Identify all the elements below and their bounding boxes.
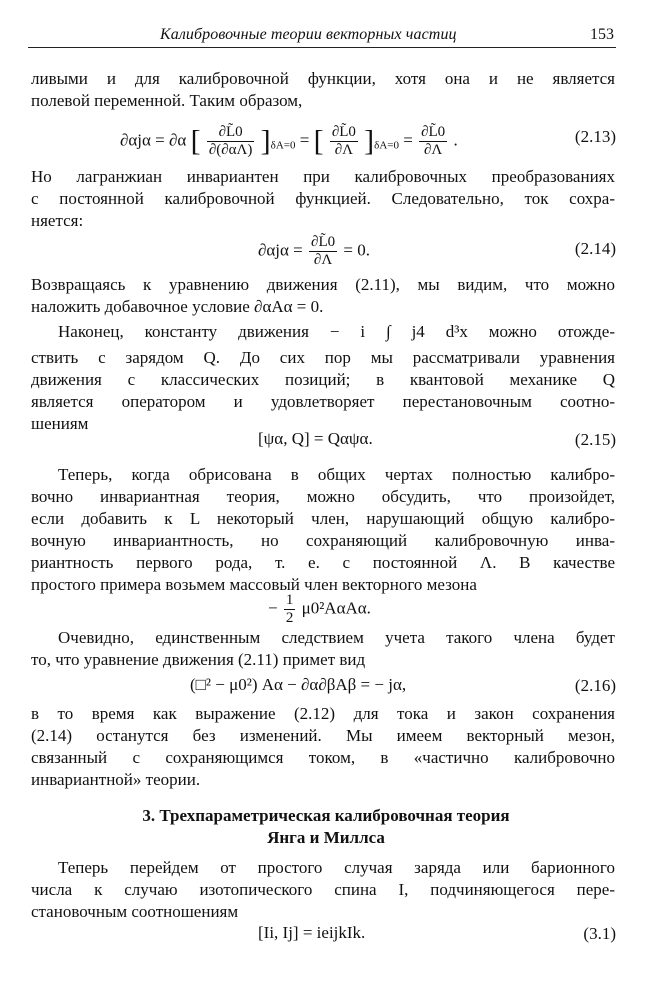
- fraction: [284, 592, 296, 627]
- running-header: [28, 23, 616, 51]
- text-line: в то время как выражение (2.12) для тока и закон сохранения: [31, 704, 615, 723]
- text-line: с постоянной калибровочной функцией. Следовательно, ток сохра-: [31, 189, 615, 208]
- section-heading: Янга и Миллса: [267, 828, 385, 847]
- text-line: Теперь перейдем от простого случая заряда или барионного: [58, 858, 615, 877]
- eq-text: .: [453, 130, 458, 150]
- text-line: вочно инвариантная теория, можно обсудить, что произойдет,: [31, 487, 615, 506]
- eq-subscript: δA=0: [374, 139, 400, 152]
- fraction-denominator: 2: [285, 610, 294, 626]
- eq-text: ∂αjα = ∂α: [120, 130, 187, 150]
- eq-text: =: [403, 130, 413, 150]
- text-line: риантность первого рода, т. е. с постоянной Λ. В качестве: [31, 553, 615, 572]
- equation-number: (2.16): [574, 676, 616, 695]
- equation-2-14: [258, 234, 370, 269]
- text-line: связанный с сохраняющимся током, в «частично калибровочно: [31, 748, 615, 767]
- fraction: [330, 124, 358, 159]
- text-line: является оператором и удовлетворяет перестановочным соотно-: [31, 392, 615, 411]
- equation-2-13: [120, 124, 458, 159]
- eq-text: =: [299, 130, 310, 150]
- text-line: вочную инвариантность, но сохраняющий калибровочную инва-: [31, 531, 615, 550]
- equation-2-15: [ψα, Q] = Qαψα.: [258, 429, 373, 448]
- fraction: [207, 124, 255, 159]
- fraction-denominator: ∂(∂αΛ): [208, 142, 253, 158]
- section-heading: 3. Трехпараметрическая калибровочная теория: [142, 806, 510, 825]
- text-line: наложить добавочное условие ∂αAα = 0.: [31, 297, 324, 316]
- bracket: ]: [260, 124, 271, 158]
- text-line: ствить с зарядом Q. До сих пор мы рассматривали уравнения: [31, 348, 615, 367]
- text-line: полевой переменной. Таким образом,: [31, 91, 303, 110]
- text-line: Но лагранжиан инвариантен при калибровочных преобразованиях: [31, 167, 615, 186]
- fraction-numerator: ∂L̃0: [207, 124, 255, 142]
- text-line: числа к случаю изотопического спина I, подчиняющегося пере-: [31, 880, 615, 899]
- fraction-denominator: ∂Λ: [313, 252, 333, 268]
- text-line: Наконец, константу движения − i ∫ j4 d³x можно отожде-: [58, 322, 615, 341]
- text-line: Теперь, когда обрисована в общих чертах полностью калибро-: [58, 465, 615, 484]
- text-line: (2.14) останутся без изменений. Мы имеем векторный мезон,: [31, 726, 615, 745]
- eq-text: = 0.: [343, 240, 370, 260]
- fraction-numerator: ∂L̃0: [421, 124, 446, 140]
- eq-text: −: [268, 598, 278, 618]
- equation-number: (2.14): [574, 239, 616, 258]
- fraction: [309, 234, 337, 269]
- text-line: если добавить к L некоторый член, нарушающий общую калибро-: [31, 509, 615, 528]
- bracket: [: [313, 124, 324, 158]
- text-line: Очевидно, единственным следствием учета такого члена будет: [58, 628, 615, 647]
- text-line: няется:: [31, 211, 84, 230]
- bracket: ]: [364, 124, 375, 158]
- equation-number: (3.1): [583, 924, 616, 943]
- page-number: 153: [590, 26, 614, 43]
- text-line: ливыми и для калибровочной функции, хотя она и не является: [31, 69, 615, 88]
- eq-text: ∂αjα =: [258, 240, 303, 260]
- fraction-denominator: ∂Λ: [334, 142, 354, 158]
- fraction-numerator: 1: [285, 592, 294, 608]
- text-line: инвариантной» теории.: [31, 770, 201, 789]
- eq-text: μ0²AαAα.: [301, 598, 371, 618]
- fraction-denominator: ∂Λ: [424, 142, 443, 158]
- header-title: Калибровочные теории векторных частиц: [160, 26, 457, 43]
- text-line: движения с классических позиций; в квантовой механике Q: [31, 370, 615, 389]
- fraction-numerator: ∂L̃0: [331, 124, 356, 140]
- header-rule: [28, 47, 616, 48]
- text-line: простого примера возьмем массовый член векторного мезона: [31, 575, 477, 594]
- equation-mass-term: [268, 592, 371, 627]
- text-line: Возвращаясь к уравнению движения (2.11), мы видим, что можно: [31, 275, 615, 294]
- fraction: [419, 124, 447, 159]
- text-line: то, что уравнение движения (2.11) примет вид: [31, 650, 366, 669]
- equation-3-1: [Ii, Ij] = ieijkIk.: [258, 923, 366, 942]
- text-line: становочным соотношениям: [31, 902, 239, 921]
- bracket: [: [190, 124, 201, 158]
- equation-number: (2.15): [574, 430, 616, 449]
- equation-2-16: (□² − μ0²) Aα − ∂α∂βAβ = − jα,: [190, 675, 407, 694]
- fraction-numerator: ∂L̃0: [311, 234, 336, 250]
- equation-number: (2.13): [574, 127, 616, 146]
- eq-subscript: δA=0: [270, 139, 296, 152]
- text-line: шениям: [31, 414, 89, 433]
